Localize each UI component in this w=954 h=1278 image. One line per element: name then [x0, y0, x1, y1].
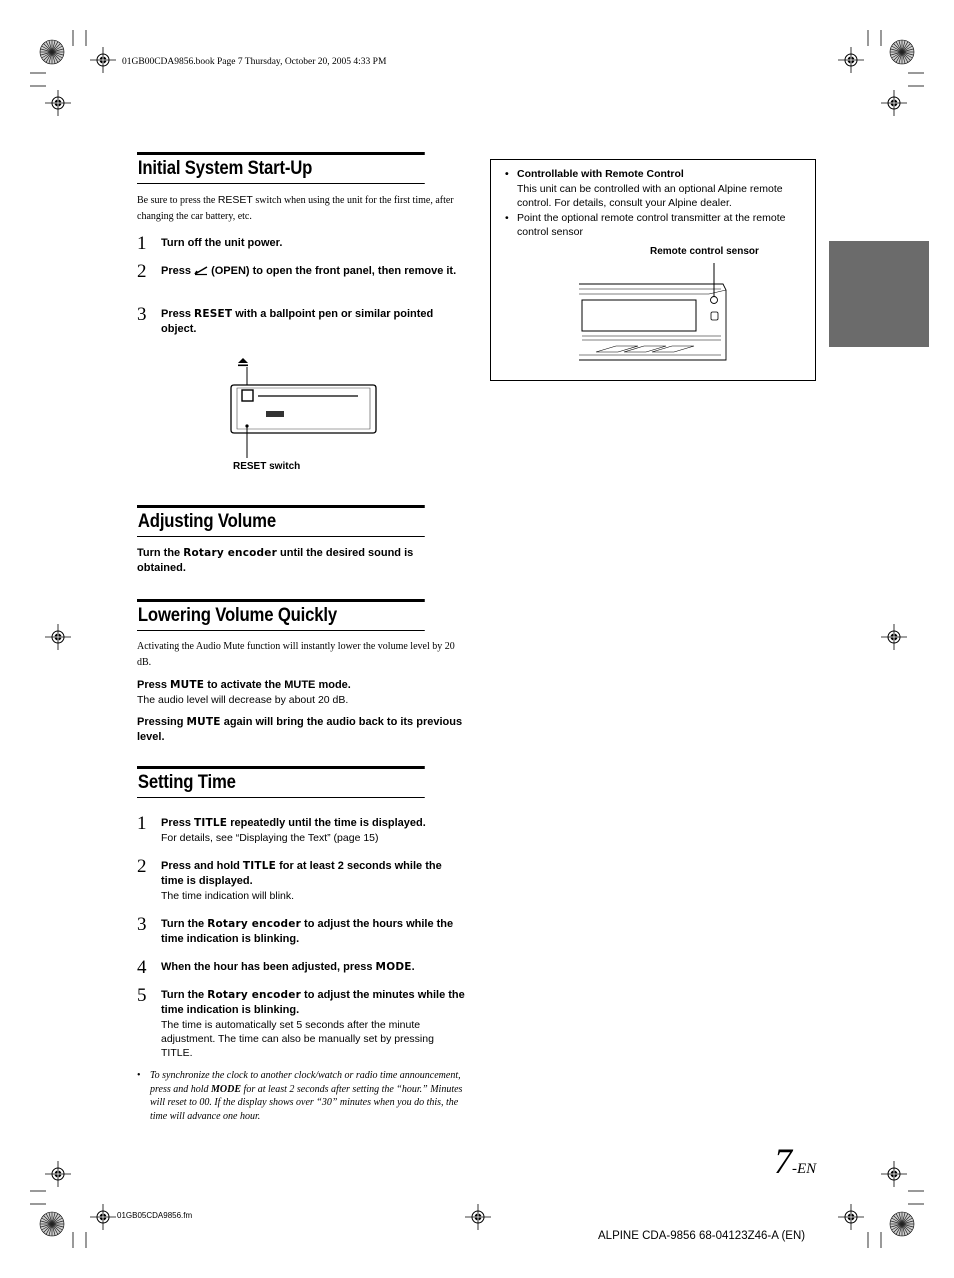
- chapter-tab: [829, 241, 929, 347]
- intro-text: Be sure to press the RESET switch when using the unit for the first time, after changing the car battery, etc.: [137, 194, 454, 222]
- registration-star: [890, 40, 914, 64]
- head-unit-figure: [576, 260, 736, 350]
- section-adjusting-volume: [137, 505, 464, 574]
- section-title: Initial System Start-Up: [137, 152, 425, 184]
- section-title: Adjusting Volume: [137, 505, 425, 537]
- registration-star: [890, 1212, 914, 1236]
- section-title: Setting Time: [137, 766, 425, 798]
- mute-off-paragraph: Pressing MUTE again will bring the audio back to its previous level.: [137, 716, 463, 743]
- section-setting-time: Setting Time 1 Press TITLE repeatedly until the time is displayed. For details, see “Displaying the Text” (page 15) 2 Press and hold TITLE for at least 2 seconds while the time is displayed. The time indication will blink. 3 Turn the Rotary encoder to adjust the hours while the time indication is blinking. 4 When the hour has been adjusted, press MODE. 5 Turn the Rotary encoder to adjust the minutes while the time indication is blinking. The time is automatically set 5 seconds after the minute adjustment. The time can also be manually set by pressing TITLE. • To synchronize the clock to another clock/watch or radio time announcement, press and hold MODE for at least 2 seconds after setting the “hour.” Minutes will reset to 00. If the display shows over “30” minutes when you do this, the time will advance one hour.: [137, 766, 464, 798]
- registration-star: [40, 40, 64, 64]
- remote-control-box: [490, 159, 816, 381]
- section-initial-startup: Initial System Start-Up Be sure to press the RESET switch when using the unit for the first time, after changing the car battery, etc. 1 Turn off the unit power. 2 Press (OPEN) to open the front panel, then remove it. 3 Press RESET with a ballpoint pen or similar pointed object.: [137, 152, 464, 184]
- mute-on-paragraph: Press MUTE to activate the MUTE mode. The audio level will decrease by about 20 dB.: [137, 679, 351, 706]
- open-icon: [194, 264, 208, 275]
- eject-icon: [238, 358, 248, 366]
- lowering-intro: Activating the Audio Mute function will instantly lower the volume level by 20 dB.: [137, 641, 455, 668]
- reset-switch-label: RESET switch: [233, 461, 301, 472]
- bullet-remote: • Controllable with Remote Control This unit can be controlled with an optional Alpine remote control. For details, consult your Alpine dealer. • Point the optional remote control transmitter at the remote control sensor: [505, 168, 786, 238]
- page-number: 7-EN: [774, 1141, 817, 1181]
- section-lowering-volume: [137, 599, 464, 743]
- footer-model: ALPINE CDA-9856 68-04123Z46-A (EN): [598, 1230, 806, 1242]
- reset-switch-figure: [228, 352, 378, 442]
- section-title: Lowering Volume Quickly: [137, 599, 425, 631]
- print-header: 01GB00CDA9856.book Page 7 Thursday, October 20, 2005 4:33 PM: [122, 57, 387, 67]
- time-note: • To synchronize the clock to another clock/watch or radio time announcement, press and hold MODE for at least 2 seconds after setting the “hour.” Minutes will reset to 00. If the display shows over “30” minutes when you do this, the time will advance one hour.: [137, 1070, 463, 1123]
- footer-filename: 01GB05CDA9856.fm: [117, 1211, 193, 1220]
- registration-star: [40, 1212, 64, 1236]
- adjusting-text: Turn the Rotary encoder until the desired sound is obtained.: [137, 547, 414, 574]
- sensor-label: Remote control sensor: [650, 246, 759, 257]
